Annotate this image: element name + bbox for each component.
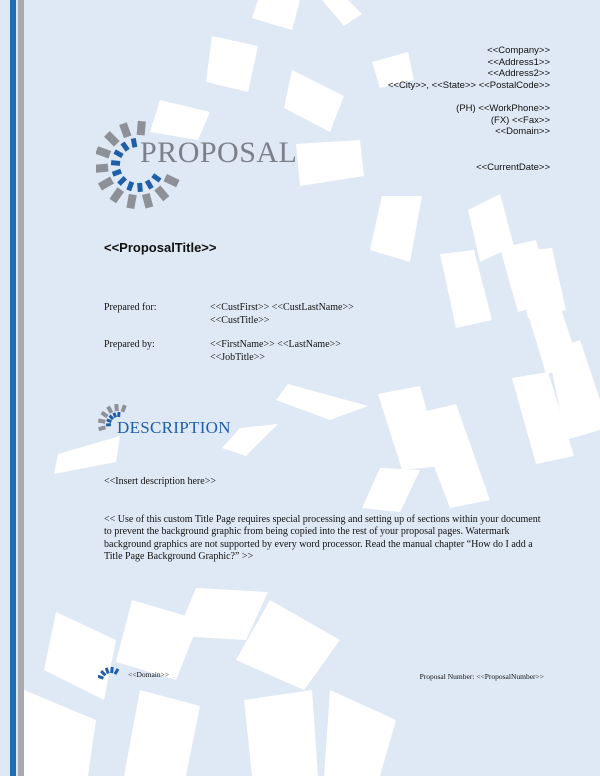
left-blue-stripe <box>10 0 16 776</box>
proposal-title: <<ProposalTitle>> <box>104 240 217 255</box>
prepared-by-name: <<FirstName>> <<LastName>> <box>210 339 341 350</box>
company-line: <<Company>> <box>487 45 550 56</box>
proposal-logo-text: PROPOSAL <box>140 136 298 169</box>
phone-line: (PH) <<WorkPhone>> <box>456 102 550 114</box>
footer-proposal-number: Proposal Number: <<ProposalNumber>> <box>419 672 544 681</box>
prepared-for-label: Prepared for: <box>104 302 157 313</box>
title-page-usage-note: << Use of this custom Title Page requires special processing and setting up of sections within your document to prevent the background graphic from being copied into the rest of your proposal pages. Watermark background graphics are not supported by every word processor. Read the manual chapter “How do I add a Title Page Background Graphic?” >> <box>104 514 541 563</box>
prepared-by-label: Prepared by: <box>104 339 155 350</box>
prepared-by-title: <<JobTitle>> <box>210 352 265 363</box>
footer-domain: <<Domain>> <box>128 670 170 679</box>
prepared-for-title: <<CustTitle>> <box>210 315 270 326</box>
prepared-for-name: <<CustFirst>> <<CustLastName>> <box>210 302 354 313</box>
fax-line: (FX) <<Fax>> <box>490 114 550 126</box>
domain-line: <<Domain>> <box>495 126 550 138</box>
left-grey-stripe <box>18 0 24 776</box>
address2-line: <<Address2>> <box>487 68 550 80</box>
current-date: <<CurrentDate>> <box>476 162 550 173</box>
sender-address-block <box>388 45 550 138</box>
address1-line: <<Address1>> <box>487 56 550 68</box>
description-placeholder: <<Insert description here>> <box>104 476 216 487</box>
description-heading: DESCRIPTION <box>117 418 231 437</box>
footer-burst-icon <box>98 665 124 683</box>
city-state-postal-line: <<City>>, <<State>> <<PostalCode>> <box>387 79 550 91</box>
